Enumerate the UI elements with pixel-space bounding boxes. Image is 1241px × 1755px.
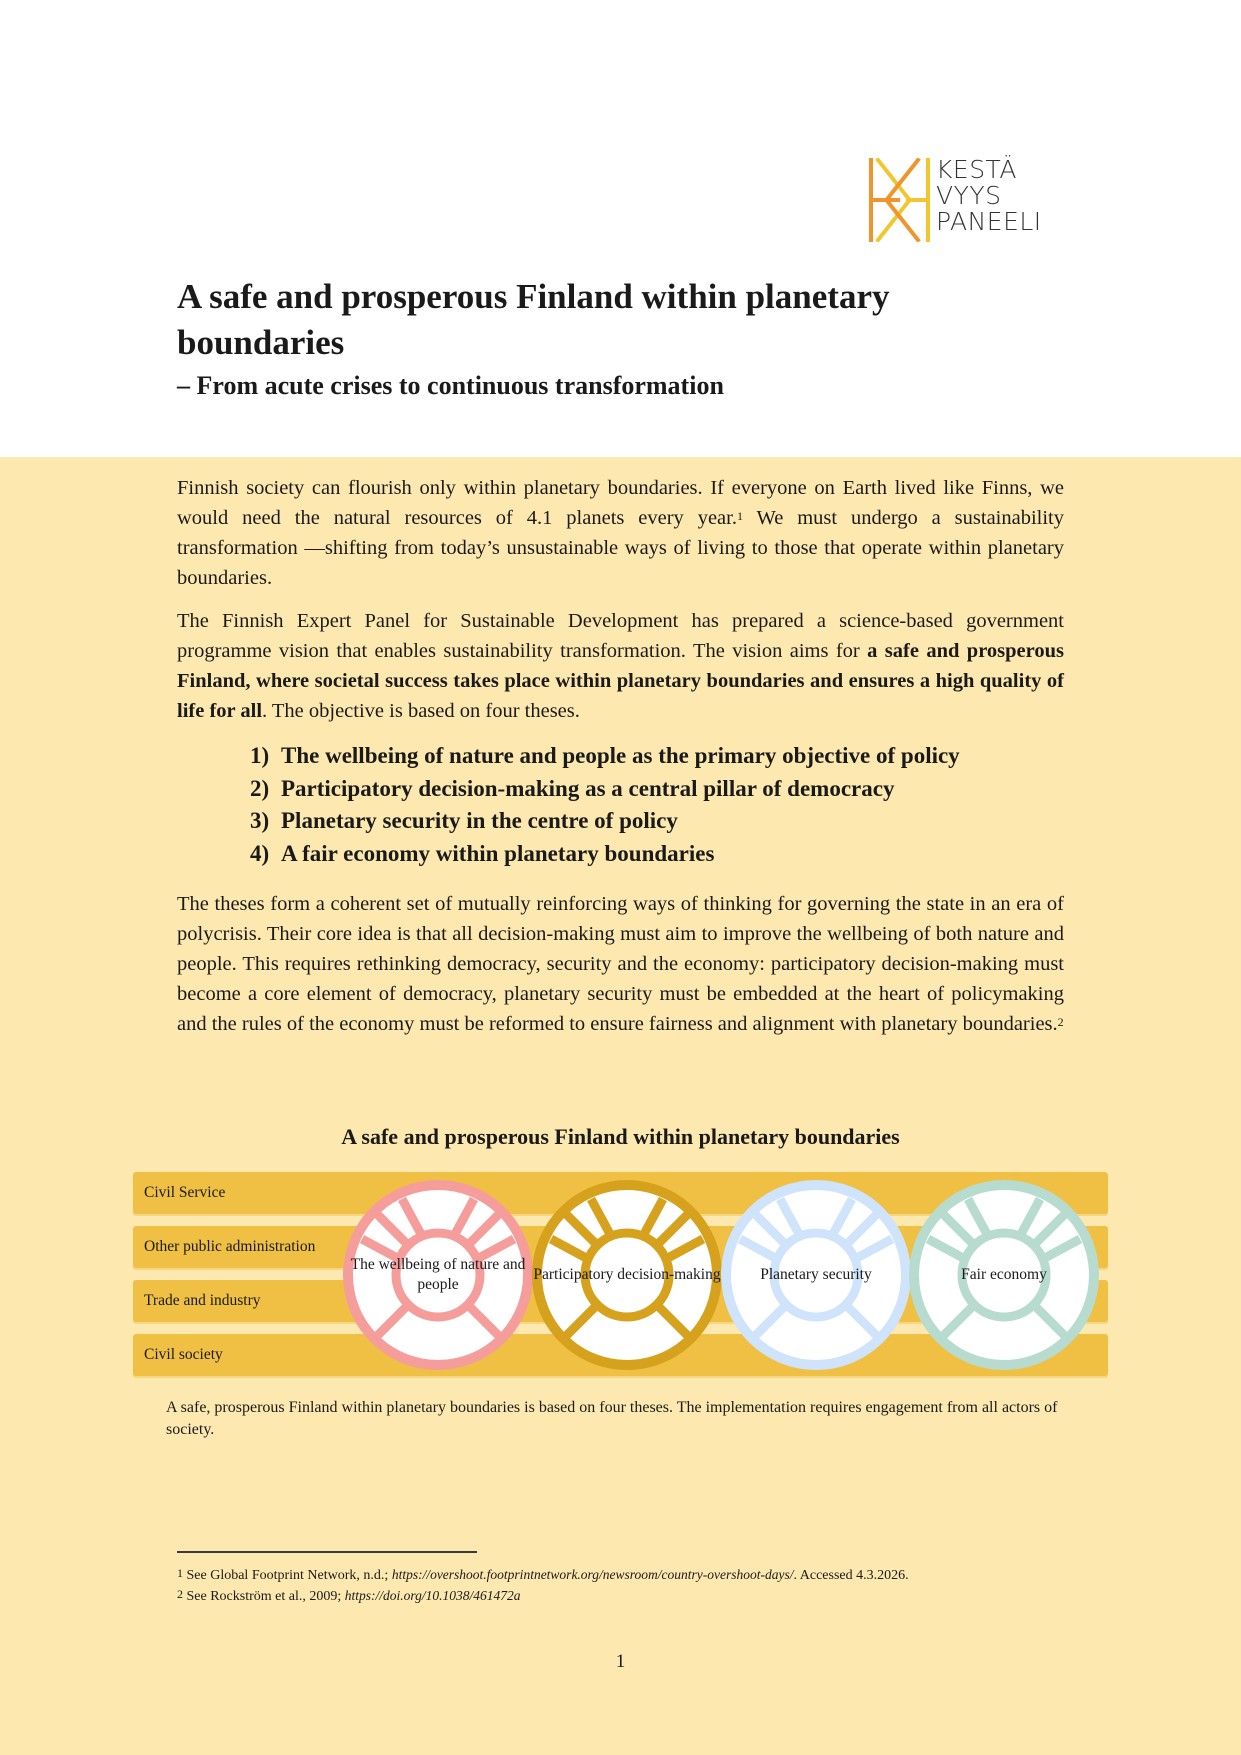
wheel-label: Participatory decision-making <box>533 1266 721 1283</box>
vision-paragraph: The Finnish Expert Panel for Sustainable Development has prepared a science-based government programme vision that enables sustainability transformation. The vision aims for a safe and prosperous Finland, where societal success takes place within planetary boundaries and ensures a high quality of life for all. The objective is based on four theses. <box>177 610 1065 722</box>
page-number: 1 <box>615 1651 626 1672</box>
footnote-divider <box>177 1551 477 1553</box>
wheel-participatory <box>531 1179 723 1371</box>
logo-line-3: PANEELI <box>936 207 1042 236</box>
actor-bar-civil-service: Civil Service <box>133 1172 1108 1216</box>
logo-line-1: KESTÄ <box>936 155 1017 184</box>
footnote-link-2[interactable]: https://doi.org/10.1038/461472a <box>344 1588 521 1603</box>
footnote-2: $^2$ See Rockström et al., 2009; https://doi.org/10.1038/461472a <box>177 1587 521 1604</box>
actor-bar-trade-and-industry: Trade and industry <box>133 1280 1108 1324</box>
footnote-ref-1[interactable]: 1 <box>736 509 743 523</box>
wheel-wellbeing <box>342 1179 534 1371</box>
thesis-item: 1) The wellbeing of nature and people as the primary objective of policy <box>250 743 960 768</box>
theses-list <box>250 740 960 870</box>
footnote-1: $^1$ See Global Footprint Network, n.d.; https://overshoot.footprintnetwork.org/newsroom/country-overshoot-days/. Accessed 4.3.2026. <box>177 1566 909 1583</box>
logo-wordmark <box>936 157 1042 235</box>
theses-paragraph: The theses form a coherent set of mutually reinforcing ways of thinking for governing the state in an era of polycrisis. Their core idea is that all decision-making must aim to improve the wellbeing of both nature and people. This requires rethinking democracy, security and the economy: participatory decision-making must become a core element of democracy, planetary security must be embedded at the heart of policymaking and the rules of the economy must be reformed to ensure fairness and alignment with planetary boundaries.$^2$ <box>177 893 1064 1035</box>
wheel-label: The wellbeing of nature and people <box>350 1256 526 1293</box>
page-title: A safe and prosperous Finland within planetary boundaries <box>177 277 890 362</box>
thesis-item: 2) Participatory decision-making as a central pillar of democracy <box>250 775 895 801</box>
wheel-planetary-security <box>720 1179 912 1371</box>
thesis-item: 4) A fair economy within planetary boundaries <box>250 840 715 866</box>
thesis-item: 3) Planetary security in the centre of policy <box>250 808 678 833</box>
logo-line-2: VYYS <box>936 181 1002 210</box>
diagram-title: A safe and prosperous Finland within planetary boundaries <box>341 1124 900 1149</box>
page-subtitle: – From acute crises to continuous transformation <box>177 371 724 400</box>
wheel-label: Fair economy <box>961 1266 1047 1283</box>
actor-bar-other-public-administration: Other public administration <box>133 1226 1108 1270</box>
footnote-link-1[interactable]: https://overshoot.footprintnetwork.org/newsroom/country-overshoot-days/ <box>391 1567 794 1582</box>
wheel-fair-economy <box>908 1179 1100 1371</box>
actor-bar-civil-society: Civil society <box>133 1334 1108 1378</box>
wheel-label: Planetary security <box>760 1266 872 1283</box>
diagram-caption: A safe, prosperous Finland within planetary boundaries is based on four theses. The implementation requires engagement from all actors of society. <box>166 1399 1058 1438</box>
footnote-ref-2[interactable]: 2 <box>1057 1015 1064 1029</box>
intro-paragraph: Finnish society can flourish only within planetary boundaries. If everyone on Earth lived like Finns, we would need the natural resources of 4.1 planets every year.$^1$ We must undergo a sustainability transformation —shifting from today’s unsustainable ways of living to those that operate within planetary boundaries. <box>177 477 1064 589</box>
